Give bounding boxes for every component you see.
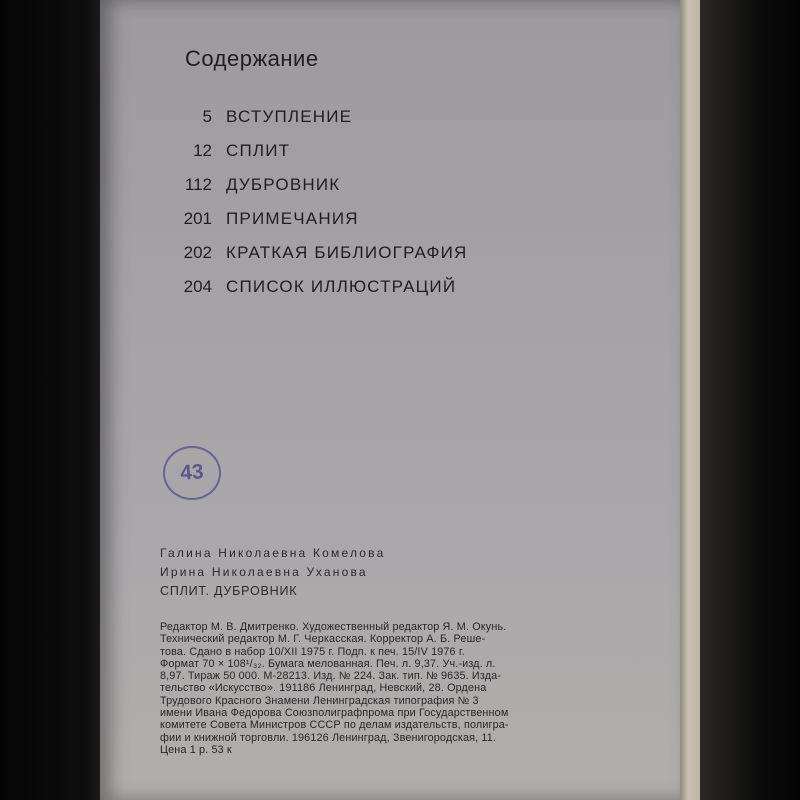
toc-entry: [140, 168, 540, 202]
toc-page-number: 202: [183, 243, 212, 262]
table-of-contents: [140, 100, 540, 304]
toc-page-number: 201: [183, 209, 212, 228]
toc-entry-label: СПЛИТ: [226, 141, 291, 160]
toc-title: Содержание: [185, 46, 319, 71]
toc-entry: [140, 100, 540, 134]
imprint-line: Технический редактор М. Г. Черкасская. Корректор А. Б. Реше-: [160, 633, 486, 646]
imprint-line: Формат 70 × 108¹/₃₂. Бумага мелованная. Печ. л. 9,37. Уч.-изд. л.: [160, 657, 496, 670]
toc-page-number: 5: [202, 107, 212, 126]
imprint-text: [160, 621, 610, 756]
imprint-line: това. Сдано в набор 10/XII 1975 г. Подп. к печ. 15/IV 1976 г.: [160, 645, 465, 658]
toc-page-number: 112: [184, 175, 212, 194]
stamp-number: 43: [179, 460, 205, 485]
toc-page-number: 204: [183, 277, 212, 296]
imprint-line: тельство «Искусство». 191186 Ленинград, Невский, 28. Ордена: [160, 682, 487, 695]
imprint-line: фии и книжной торговли. 196126 Ленинград, Звенигородская, 11.: [160, 731, 497, 744]
page-edge-right: [680, 0, 700, 800]
author-name: Ирина Николаевна Уханова: [160, 565, 368, 579]
toc-entry-label: СПИСОК ИЛЛЮСТРАЦИЙ: [226, 277, 457, 296]
author-name: Галина Николаевна Комелова: [160, 546, 386, 560]
imprint-line: комитете Совета Министров СССР по делам издательств, полигра-: [160, 719, 509, 732]
imprint-line: Трудового Красного Знамени Ленинградская типография № 3: [160, 694, 479, 707]
imprint-line: 8,97. Тираж 50 000. М-28213. Изд. № 224. Зак. тип. № 9635. Изда-: [160, 670, 502, 683]
toc-page-number: 12: [193, 141, 212, 160]
book-title: СПЛИТ. ДУБРОВНИК: [160, 584, 298, 598]
toc-entry-label: КРАТКАЯ БИБЛИОГРАФИЯ: [226, 243, 468, 262]
toc-entry: [140, 134, 540, 168]
toc-entry: [140, 236, 540, 270]
imprint-line: имени Ивана Федорова Союзполиграфпрома при Государственном: [160, 707, 509, 720]
toc-entry-label: ВСТУПЛЕНИЕ: [226, 107, 353, 126]
imprint-line: Цена 1 р. 53 к: [160, 743, 232, 756]
book-left-shadow: [0, 0, 100, 800]
toc-entry-label: ПРИМЕЧАНИЯ: [226, 209, 359, 228]
toc-entry-label: ДУБРОВНИК: [226, 175, 341, 194]
toc-entry: [140, 270, 540, 304]
imprint-line: Редактор М. В. Дмитренко. Художественный редактор Я. М. Окунь.: [160, 621, 507, 633]
library-stamp: [163, 446, 221, 500]
toc-entry: [140, 202, 540, 236]
background-right: [700, 0, 800, 800]
